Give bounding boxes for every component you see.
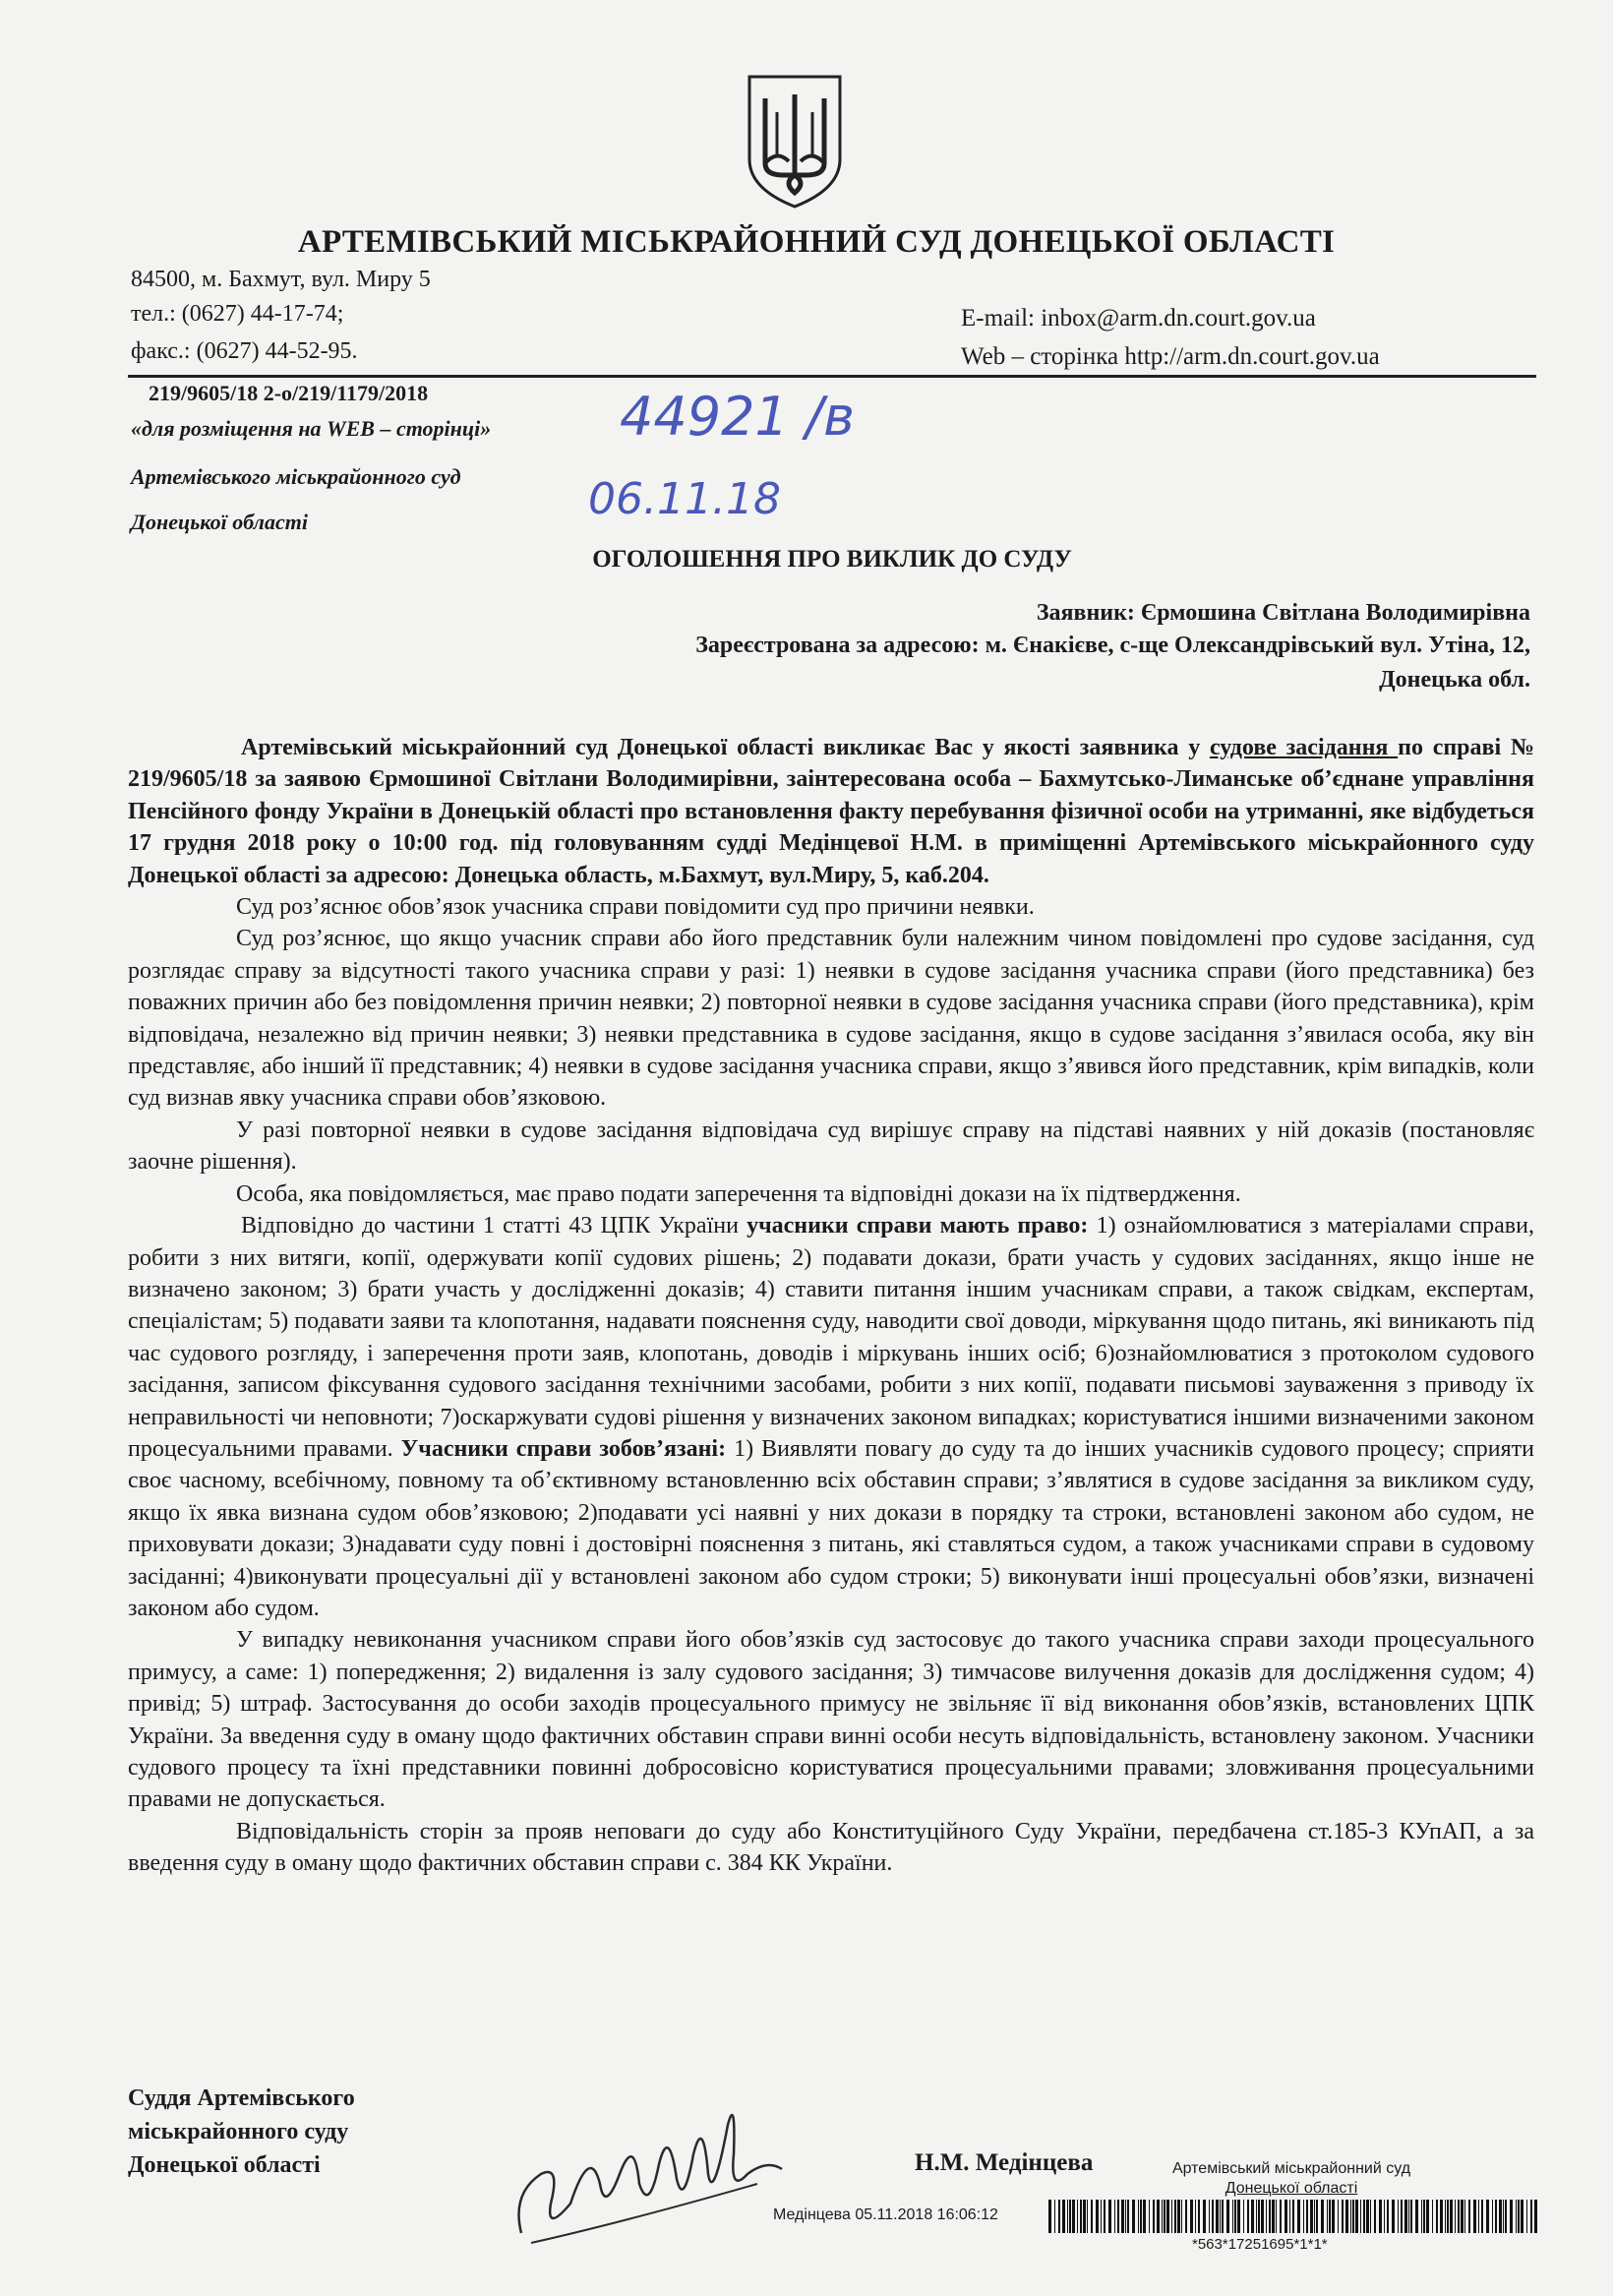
barcode-bar <box>1303 2200 1304 2233</box>
barcode-bar <box>1258 2200 1260 2233</box>
applicant-name: Заявник: Єрмошина Світлана Володимирівна <box>1036 600 1530 626</box>
barcode-bar <box>1440 2200 1443 2233</box>
barcode-bar <box>1164 2200 1165 2233</box>
header-divider <box>128 375 1536 378</box>
document-body <box>128 732 1534 1880</box>
barcode-bar <box>1355 2200 1358 2233</box>
judge-title-block <box>128 2082 355 2182</box>
judge-name: Н.М. Медінцева <box>915 2149 1094 2176</box>
barcode-bar <box>1526 2200 1527 2233</box>
barcode-bar <box>1366 2200 1369 2233</box>
barcode-bar <box>1518 2200 1520 2233</box>
barcode-bar <box>1077 2200 1078 2233</box>
barcode-bar <box>1360 2200 1361 2233</box>
barcode-bar <box>1143 2200 1146 2233</box>
coat-of-arms-icon <box>744 73 846 211</box>
rights-intro: Відповідно до частини 1 статті 43 ЦПК України <box>241 1213 747 1239</box>
barcode-bar <box>1332 2200 1335 2233</box>
court-stamp-line-1: Артемівський міськрайонний суд <box>1171 2160 1411 2177</box>
paragraph-3: Суд роз’яснює, що якщо учасник справи або його представник були належним чином повідомлені про судове засідання, суд розглядає справу за відсутності такого учасника справи у разі: 1) неявки в судове засідання учасника справи (його представника) без поважних причин або без повідомлення причин неявки; 2) повторної неявки в судове засідання учасника справи (його представника), крім відповідача, незалежно від причин неявки; 3) неявки представника в судове засідання, якщо в судове засідання з’явилася особа, яку він представляє, або інший її представник; 4) неявки в судове засідання учасника справи, якщо з’явився його представник, крім випадків, коли суд визнав явку учасника справи обов’язковою. <box>128 926 1534 1112</box>
barcode-bar <box>1468 2200 1470 2233</box>
barcode-bar <box>1125 2200 1126 2233</box>
barcode-bar <box>1423 2200 1425 2233</box>
barcode-bar <box>1157 2200 1160 2233</box>
paragraph-7: У випадку невиконання учасником справи його обов’язків суд застосовує до такого учасника справи заходи процесуального примусу, а саме: 1) попередження; 2) видалення із залу судового засідання; 3) тимчасове вилучення доказів для дослідження судом; 4) привід; 5) штраф. Застосування до особи заходів процесуального примусу не звільняє її від виконання обов’язків, встановлених ЦПК України. За введення суду в оману щодо фактичних обставин справи винні особи несуть відповідальність, встановлену законом. Учасники судового процесу та їхні представники повинні добросовісно користуватися процесуальними правами; зловживання процесуальними правами не допускається. <box>128 1627 1534 1813</box>
barcode-bar <box>1316 2200 1318 2233</box>
barcode-bar <box>1401 2200 1403 2233</box>
barcode-bar <box>1080 2200 1082 2233</box>
barcode-bar <box>1314 2200 1315 2233</box>
barcode-bar <box>1338 2200 1339 2233</box>
barcode-bar <box>1516 2200 1517 2233</box>
barcode-bar <box>1096 2200 1099 2233</box>
court-stamp-line-2: Донецької області <box>1225 2180 1358 2197</box>
barcode-bar <box>1415 2200 1418 2233</box>
barcode-bar <box>1426 2200 1429 2233</box>
barcode-bar <box>1310 2200 1313 2233</box>
barcode-bar <box>1272 2200 1275 2233</box>
barcode-bar <box>1495 2200 1497 2233</box>
barcode-bar <box>1387 2200 1389 2233</box>
applicant-address: Зареєстрована за адресою: м. Єнакієве, с-ще Олександрівський вул. Утіна, 12, <box>695 633 1530 658</box>
barcode-bar <box>1198 2200 1200 2233</box>
barcode-bar <box>1521 2200 1523 2233</box>
barcode-bar <box>1222 2200 1224 2233</box>
paragraph-2: Суд роз’яснює обов’язок учасника справи повідомити суд про причини неявки. <box>236 894 1035 921</box>
barcode-bar <box>1392 2200 1395 2233</box>
electronic-stamp: Медінцева 05.11.2018 16:06:12 <box>773 2206 998 2223</box>
barcode-bar <box>1450 2200 1453 2233</box>
barcode-bar <box>1461 2200 1464 2233</box>
barcode-bar <box>1329 2200 1331 2233</box>
barcode-bar <box>1306 2200 1308 2233</box>
barcode-bar <box>1455 2200 1456 2233</box>
summons-paragraph <box>128 732 1534 891</box>
barcode-bar <box>1379 2200 1382 2233</box>
barcode-bar <box>1473 2200 1476 2233</box>
duties-text: 1) Виявляти повагу до суду та до інших учасників судового процесу; сприяти своє часному, всебічному, повному та об’єктивному встановленню всіх обставин справи; з’являтися в судове засідання за викликом суду, якщо їх явка визнана судом обов’язковою; 2)подавати усі наявні у них докази в порядку та строки, встановлені законом або судом, не приховувати докази; 3)надавати суду повні і достовірні пояснення з питань, які ставляться судом, а також учасниками справи в судовому засіданні; 4)виконувати процесуальні дії у встановлені законом або судом строки; 5) виконувати інші процесуальні обов’язки, визначені законом або судом. <box>128 1435 1534 1621</box>
barcode-bar <box>1280 2200 1282 2233</box>
judge-line-2: міськрайонного суду <box>128 2119 349 2145</box>
judge-line-1: Суддя Артемівського <box>128 2085 355 2111</box>
barcode-bar <box>1276 2200 1277 2233</box>
summons-text-a: Артемівський міськрайонний суд Донецької області викликає Вас у якості заявника у <box>241 735 1210 760</box>
barcode-bar <box>1534 2200 1537 2233</box>
court-web: Web – сторінка http://arm.dn.court.gov.ua <box>961 343 1380 370</box>
barcode-bar <box>1256 2200 1257 2233</box>
barcode-bar <box>1091 2200 1093 2233</box>
barcode-bar <box>1398 2200 1399 2233</box>
barcode-bar <box>1492 2200 1493 2233</box>
barcode-bar <box>1171 2200 1172 2233</box>
barcode-bar <box>1153 2200 1155 2233</box>
barcode-bar <box>1284 2200 1287 2233</box>
barcode-bar <box>1121 2200 1124 2233</box>
barcode-bar <box>1234 2200 1236 2233</box>
barcode-bar <box>1352 2200 1354 2233</box>
barcode-bar <box>1132 2200 1135 2233</box>
barcode-bar <box>1232 2200 1233 2233</box>
applicant-region: Донецька обл. <box>1379 667 1530 693</box>
duties-heading: Учасники справи зобов’язані: <box>400 1435 727 1462</box>
barcode-bar <box>1216 2200 1219 2233</box>
barcode-bar <box>1149 2200 1150 2233</box>
barcode <box>1048 2200 1540 2233</box>
barcode-bar <box>1297 2200 1300 2233</box>
barcode-bar <box>1478 2200 1479 2233</box>
barcode-bar <box>1138 2200 1139 2233</box>
barcode-bar <box>1404 2200 1407 2233</box>
judge-line-3: Донецької області <box>128 2152 321 2178</box>
barcode-bar <box>1237 2200 1240 2233</box>
barcode-bar <box>1530 2200 1532 2233</box>
barcode-bar <box>1185 2200 1187 2233</box>
barcode-bar <box>1432 2200 1433 2233</box>
barcode-bar <box>1342 2200 1344 2233</box>
barcode-bar <box>1069 2200 1071 2233</box>
barcode-bar <box>1350 2200 1351 2233</box>
barcode-bar <box>1481 2200 1483 2233</box>
barcode-bar <box>1447 2200 1449 2233</box>
barcode-bar <box>1087 2200 1088 2233</box>
barcode-bar <box>1266 2200 1267 2233</box>
barcode-bar <box>1083 2200 1086 2233</box>
court-line-2: Донецької області <box>131 510 308 534</box>
barcode-bar <box>1117 2200 1119 2233</box>
barcode-number: *563*17251695*1*1* <box>1192 2236 1328 2253</box>
barcode-bar <box>1162 2200 1163 2233</box>
barcode-bar <box>1345 2200 1348 2233</box>
barcode-bar <box>1181 2200 1182 2233</box>
barcode-bar <box>1054 2200 1055 2233</box>
handwritten-date: 06.11.18 <box>588 474 781 524</box>
barcode-bar <box>1072 2200 1075 2233</box>
court-line-1: Артемівського міськрайонного суд <box>131 464 461 489</box>
barcode-bar <box>1292 2200 1294 2233</box>
barcode-bar <box>1408 2200 1409 2233</box>
web-note: «для розміщення на WEB – сторінці» <box>131 416 492 441</box>
court-phone: тел.: (0627) 44-17-74; <box>131 301 344 327</box>
barcode-bar <box>1104 2200 1105 2233</box>
handwritten-signature <box>502 2085 787 2253</box>
barcode-bar <box>1140 2200 1142 2233</box>
barcode-bar <box>1261 2200 1264 2233</box>
barcode-bar <box>1374 2200 1376 2233</box>
paragraph-6 <box>128 1210 1534 1624</box>
court-email: E-mail: inbox@arm.dn.court.gov.ua <box>961 305 1316 332</box>
barcode-bar <box>1166 2200 1169 2233</box>
barcode-bar <box>1212 2200 1214 2233</box>
barcode-bar <box>1445 2200 1446 2233</box>
barcode-bar <box>1108 2200 1111 2233</box>
paragraph-4: У разі повторної неявки в судове засідання відповідача суд вирішує справу на підставі наявних у ній доказів (постановляє заочне рішення). <box>128 1117 1534 1176</box>
paragraph-8: Відповідальність сторін за прояв неповаги до суду або Конституційного Суду України, передбачена ст.185-3 КУпАП, а за введення суду в оману щодо фактичних обставин справи с. 384 КК України. <box>128 1818 1534 1877</box>
barcode-bar <box>1247 2200 1249 2233</box>
barcode-bar <box>1503 2200 1504 2233</box>
case-numbers: 219/9605/18 2-о/219/1179/2018 <box>149 381 429 405</box>
barcode-bar <box>1190 2200 1193 2233</box>
barcode-bar <box>1363 2200 1365 2233</box>
barcode-bar <box>1505 2200 1507 2233</box>
barcode-bar <box>1127 2200 1129 2233</box>
barcode-bar <box>1410 2200 1412 2233</box>
barcode-bar <box>1058 2200 1060 2233</box>
court-fax: факс.: (0627) 44-52-95. <box>131 338 358 364</box>
court-stamp <box>1144 2159 1439 2199</box>
barcode-bar <box>1421 2200 1422 2233</box>
document-title: ОГОЛОШЕННЯ ПРО ВИКЛИК ДО СУДУ <box>592 546 1072 573</box>
rights-text: 1) ознайомлюватися з матеріалами справи, робити з них витяги, копії, одержувати копії судових рішень; 2) подавати докази, брати участь у судових засіданнях, якщо інше не визначено законом; 3) брати участь у дослідженні доказів; 4) ставити питання іншим учасникам справи, а також свідкам, експертам, спеціалістам; 5) подавати заяви та клопотання, надавати пояснення суду, наводити свої доводи, міркування щодо питань, які виникають під час судового розгляду, і заперечення проти заяв, клопотань, доводів і міркувань інших осіб; 6)ознайомлюватися з протоколом судового засідання, записом фіксування судового засідання технічними засобами, робити з них копії, подавати письмові зауваження з приводу їх неправильності чи неповноти; 7)оскаржувати судові рішення у визначених законом випадках; користуватися іншими визначеними законом процесуальними правами. <box>128 1213 1534 1462</box>
barcode-bar <box>1203 2200 1206 2233</box>
barcode-bar <box>1384 2200 1385 2233</box>
summons-text-b: по справі № 219/9605/18 за заявою Єрмошиної Світлани Володимирівни, заінтересована особа – Бахмутсько-Лиманське об’єднане управління Пенсійного фонду України в Донецькій області про встановлення факту перебування фізичної особи на утриманні, яке відбудеться 17 грудня 2018 року о 10:00 год. під головуванням судді Медінцевої Н.М. в приміщенні Артемівського міськрайонного суду Донецької області за адресою: Донецька область, м.Бахмут, вул.Миру, 5, каб.204. <box>128 735 1534 888</box>
handwritten-number: 44921 /в <box>620 386 855 448</box>
barcode-bar <box>1251 2200 1254 2233</box>
barcode-bar <box>1243 2200 1244 2233</box>
barcode-bar <box>1067 2200 1068 2233</box>
court-title: АРТЕМІВСЬКИЙ МІСЬКРАЙОННИЙ СУД ДОНЕЦЬКОЇ ОБЛАСТІ <box>297 224 1336 260</box>
barcode-bar <box>1174 2200 1176 2233</box>
barcode-bar <box>1226 2200 1229 2233</box>
barcode-bar <box>1195 2200 1196 2233</box>
barcode-bar <box>1209 2200 1210 2233</box>
barcode-bar <box>1321 2200 1324 2233</box>
barcode-bar <box>1499 2200 1502 2233</box>
paragraph-5: Особа, яка повідомляється, має право подати заперечення та відповідні докази на їх підтвердження. <box>236 1180 1241 1207</box>
barcode-bar <box>1101 2200 1102 2233</box>
barcode-bar <box>1220 2200 1221 2233</box>
barcode-bar <box>1327 2200 1328 2233</box>
rights-heading: учасники справи мають право: <box>747 1213 1089 1239</box>
barcode-bar <box>1177 2200 1180 2233</box>
barcode-bar <box>1062 2200 1065 2233</box>
barcode-bar <box>1370 2200 1371 2233</box>
barcode-bar <box>1458 2200 1460 2233</box>
barcode-bar <box>1269 2200 1271 2233</box>
barcode-bar <box>1114 2200 1115 2233</box>
barcode-bar <box>1510 2200 1513 2233</box>
barcode-bar <box>1486 2200 1489 2233</box>
barcode-bar <box>1289 2200 1290 2233</box>
barcode-bar <box>1464 2200 1465 2233</box>
barcode-bar <box>1048 2200 1051 2233</box>
summons-text-underlined: судове засідання <box>1209 735 1399 760</box>
barcode-bar <box>1436 2200 1438 2233</box>
court-address: 84500, м. Бахмут, вул. Миру 5 <box>131 267 431 292</box>
